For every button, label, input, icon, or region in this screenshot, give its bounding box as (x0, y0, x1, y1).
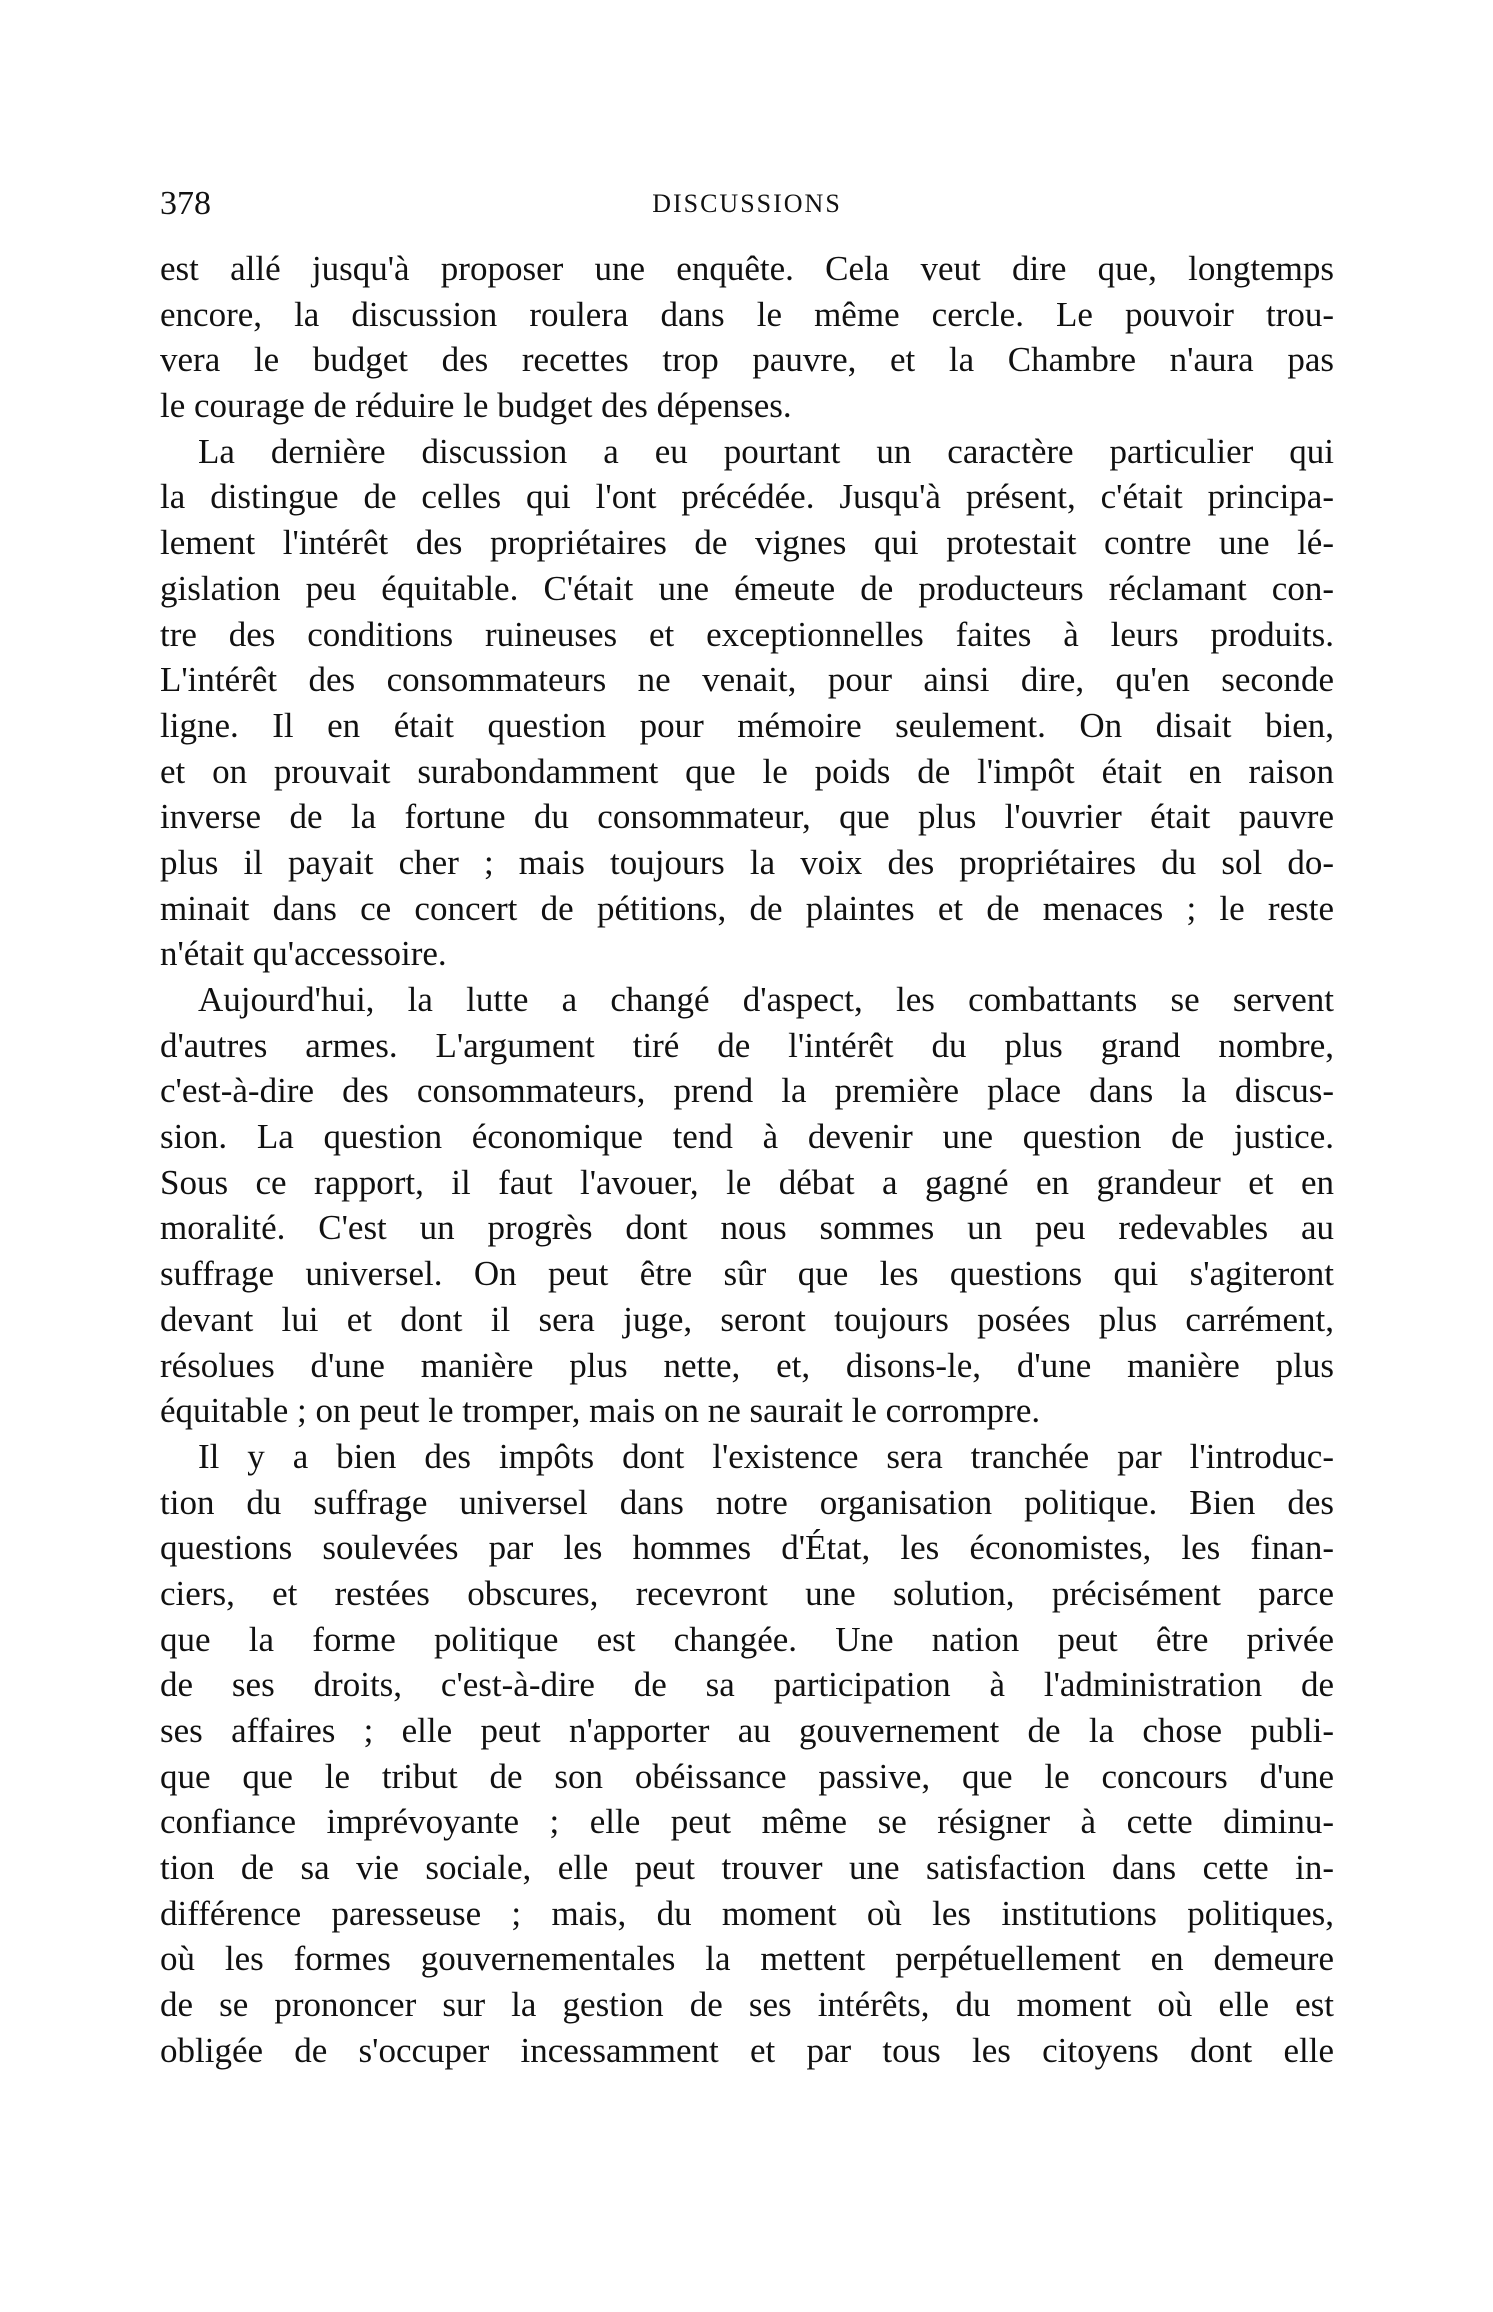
body-text (160, 246, 1334, 2074)
text-line: L'intérêt des consommateurs ne venait, pour ainsi dire, qu'en seconde (160, 660, 1334, 700)
text-line: est allé jusqu'à proposer une enquête. Cela veut dire que, longtemps (160, 249, 1334, 288)
text-line: le courage de réduire le budget des dépenses. (160, 386, 792, 426)
text-line: plus il payait cher ; mais toujours la voix des propriétaires du sol do- (160, 842, 1334, 882)
text-line: lement l'intérêt des propriétaires de vignes qui protestait contre une lé- (160, 523, 1334, 563)
text-line: où les formes gouvernementales la mettent perpétuellement en demeure (160, 1939, 1334, 1979)
text-line: ciers, et restées obscures, recevront une solution, précisément parce (160, 1573, 1334, 1613)
text-line: ses affaires ; elle peut n'apporter au gouvernement de la chose publi- (160, 1711, 1334, 1750)
text-line: obligée de s'occuper incessamment et par tous les citoyens dont elle (160, 2030, 1334, 2070)
text-line: tion du suffrage universel dans notre organisation politique. Bien des (160, 1482, 1334, 1522)
text-line: devant lui et dont il sera juge, seront toujours posées plus carrément, (160, 1299, 1334, 1339)
text-line: encore, la discussion roulera dans le même cercle. Le pouvoir trou- (160, 294, 1334, 334)
page-header (160, 185, 1334, 225)
paragraph (160, 1434, 1334, 2074)
text-line: vera le budget des recettes trop pauvre, et la Chambre n'aura pas (160, 340, 1334, 380)
text-line: que la forme politique est changée. Une nation peut être privée (160, 1619, 1334, 1659)
text-line: inverse de la fortune du consommateur, que plus l'ouvrier était pauvre (160, 797, 1334, 837)
text-line: confiance imprévoyante ; elle peut même se résigner à cette diminu- (160, 1802, 1334, 1842)
text-line: la distingue de celles qui l'ont précédée. Jusqu'à présent, c'était principa- (160, 477, 1334, 517)
text-line: différence paresseuse ; mais, du moment où les institutions politiques, (160, 1893, 1334, 1933)
text-line: sion. La question économique tend à devenir une question de justice. (160, 1117, 1334, 1157)
text-line: Aujourd'hui, la lutte a changé d'aspect, les combattants se servent (198, 980, 1334, 1019)
text-line: de ses droits, c'est-à-dire de sa participation à l'administration de (160, 1665, 1334, 1705)
text-line: d'autres armes. L'argument tiré de l'intérêt du plus grand nombre, (160, 1025, 1334, 1065)
text-line: moralité. C'est un progrès dont nous sommes un peu redevables au (160, 1208, 1334, 1248)
text-line: questions soulevées par les hommes d'État, les économistes, les finan- (160, 1528, 1334, 1568)
running-title: DISCUSSIONS (652, 189, 842, 218)
paragraph (160, 246, 1334, 429)
text-line: gislation peu équitable. C'était une émeute de producteurs réclamant con- (160, 568, 1334, 608)
text-line: résolues d'une manière plus nette, et, disons-le, d'une manière plus (160, 1345, 1334, 1385)
paragraph (160, 429, 1334, 977)
text-line: et on prouvait surabondamment que le poids de l'impôt était en raison (160, 751, 1334, 791)
text-line: minait dans ce concert de pétitions, de plaintes et de menaces ; le reste (160, 888, 1334, 928)
text-line: c'est-à-dire des consommateurs, prend la première place dans la discus- (160, 1071, 1334, 1111)
text-line: suffrage universel. On peut être sûr que les questions qui s'agiteront (160, 1254, 1334, 1294)
text-line: La dernière discussion a eu pourtant un caractère particulier qui (198, 431, 1334, 471)
text-line: équitable ; on peut le tromper, mais on ne saurait le corrompre. (160, 1391, 1041, 1431)
paragraph (160, 977, 1334, 1434)
text-line: Il y a bien des impôts dont l'existence sera tranchée par l'introduc- (198, 1436, 1334, 1476)
text-line: ligne. Il en était question pour mémoire seulement. On disait bien, (160, 705, 1334, 745)
text-line: n'était qu'accessoire. (160, 934, 447, 974)
page-number: 378 (160, 185, 211, 222)
text-line: Sous ce rapport, il faut l'avouer, le débat a gagné en grandeur et en (160, 1162, 1334, 1202)
text-line: que que le tribut de son obéissance passive, que le concours d'une (160, 1756, 1334, 1796)
text-line: tre des conditions ruineuses et exceptionnelles faites à leurs produits. (160, 614, 1334, 654)
text-line: de se prononcer sur la gestion de ses intérêts, du moment où elle est (160, 1985, 1334, 2025)
text-line: tion de sa vie sociale, elle peut trouver une satisfaction dans cette in- (160, 1848, 1334, 1888)
